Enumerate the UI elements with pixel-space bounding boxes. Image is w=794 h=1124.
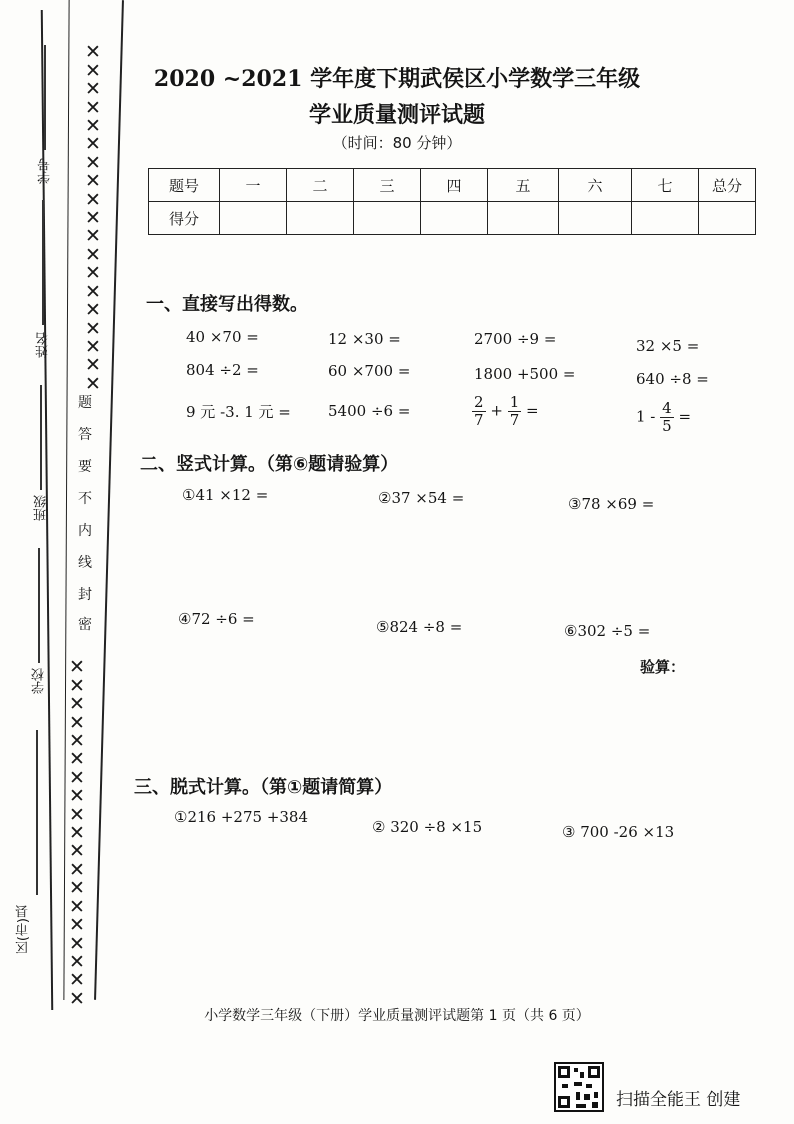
score-col-header: 七 [632, 169, 699, 202]
score-col-header: 总分 [699, 169, 756, 202]
blank-class[interactable] [40, 385, 42, 490]
fraction: $\frac{1}{7}$ [509, 393, 520, 429]
qr-code-icon [554, 1062, 604, 1112]
time-note: （时间：80 分钟） [332, 134, 462, 152]
fraction: $\frac{2}{7}$ [474, 393, 484, 429]
problem-1-8: 640 ÷8 = [636, 370, 709, 388]
seal-char-7: 封 [78, 587, 92, 603]
problem-3-3: ③ 700 -26 ×13 [562, 823, 675, 841]
problem-1-1: 40 ×70 = [186, 328, 259, 346]
page-title: 2020 ~2021 学年度下期武侯区小学数学三年级 [153, 66, 641, 92]
score-cell[interactable] [632, 202, 699, 235]
score-col-header: 六 [559, 169, 632, 202]
seal-char-2: 答 [78, 427, 92, 443]
problem-2-2: ②37 ×54 = [378, 489, 465, 507]
score-col-header: 四 [421, 169, 488, 202]
problem-2-4: ④72 ÷6 = [178, 610, 255, 628]
label-school: 学校 [32, 668, 47, 694]
score-table [148, 168, 756, 235]
problem-1-7: 1800 +500 = [474, 365, 576, 383]
seal-char-6: 线 [78, 555, 92, 571]
page-subtitle: 学业质量测评试题 [308, 102, 485, 128]
problem-1-5: 804 ÷2 = [186, 361, 259, 379]
score-col-header: 三 [354, 169, 421, 202]
problem-1-11: $\frac{2}{7}$ + $\frac{1}{7}$ = [474, 393, 539, 429]
section2-heading: 二、竖式计算。（第⑥题请验算） [140, 454, 399, 475]
score-table-header-row [149, 169, 756, 202]
label-student-id: 学号 [38, 158, 53, 184]
seal-char-8: 密 [78, 617, 92, 633]
problem-1-9: 9 元 -3. 1 元 = [186, 403, 291, 421]
score-col-header: 二 [287, 169, 354, 202]
label-name: 姓名 [36, 332, 51, 358]
blank-school[interactable] [38, 548, 40, 663]
seal-char-1: 题 [78, 395, 92, 411]
problem-2-3: ③78 ×69 = [568, 495, 655, 513]
problem-3-1: ①216 +275 +384 [174, 808, 309, 826]
problem-1-6: 60 ×700 = [328, 362, 411, 380]
score-cell[interactable] [354, 202, 421, 235]
check-label: 验算： [640, 658, 686, 676]
problem-2-1: ①41 ×12 = [182, 486, 269, 504]
score-table-score-row [149, 202, 756, 235]
x-column-top: ✕ ✕ ✕ ✕ ✕ ✕ ✕ ✕ ✕ ✕ ✕ ✕ ✕ ✕ ✕ ✕ ✕ ✕ ✕ [85, 41, 101, 395]
blank-name[interactable] [42, 200, 44, 325]
score-cell[interactable] [220, 202, 287, 235]
label-district: 区(市)县 [16, 905, 31, 955]
fraction: $\frac{4}{5}$ [662, 399, 672, 435]
label-class: 班级 [34, 495, 49, 521]
problem-2-5: ⑤824 ÷8 = [376, 618, 463, 636]
seal-char-4: 不 [78, 491, 92, 507]
section1-heading: 一、直接写出得数。 [146, 294, 308, 315]
score-cell[interactable] [287, 202, 354, 235]
blank-district[interactable] [36, 730, 38, 895]
problem-2-6: ⑥302 ÷5 = [564, 622, 651, 640]
score-row-label: 得分 [149, 202, 220, 235]
score-cell[interactable] [488, 202, 559, 235]
score-cell[interactable] [559, 202, 632, 235]
seal-char-3: 要 [78, 459, 92, 475]
problem-1-4: 32 ×5 = [636, 337, 700, 355]
x-column-bottom: ✕ ✕ ✕ ✕ ✕ ✕ ✕ ✕ ✕ ✕ ✕ ✕ ✕ ✕ ✕ ✕ ✕ ✕ ✕ [69, 656, 85, 1010]
score-col-header: 一 [220, 169, 287, 202]
score-row-label: 题号 [149, 169, 220, 202]
problem-1-12: 1 - $\frac{4}{5}$ = [636, 399, 692, 435]
page-footer: 小学数学三年级（下册）学业质量测评试题第 1 页（共 6 页） [204, 1008, 590, 1024]
score-cell[interactable] [699, 202, 756, 235]
problem-3-2: ② 320 ÷8 ×15 [372, 818, 483, 836]
problem-1-2: 12 ×30 = [328, 330, 401, 348]
problem-1-3: 2700 ÷9 = [474, 330, 557, 348]
section3-heading: 三、脱式计算。（第①题请简算） [134, 777, 393, 798]
scanner-watermark: 扫描全能王 创建 [616, 1090, 741, 1110]
score-col-header: 五 [488, 169, 559, 202]
problem-1-10: 5400 ÷6 = [328, 402, 411, 420]
seal-char-5: 内 [78, 523, 92, 539]
score-cell[interactable] [421, 202, 488, 235]
